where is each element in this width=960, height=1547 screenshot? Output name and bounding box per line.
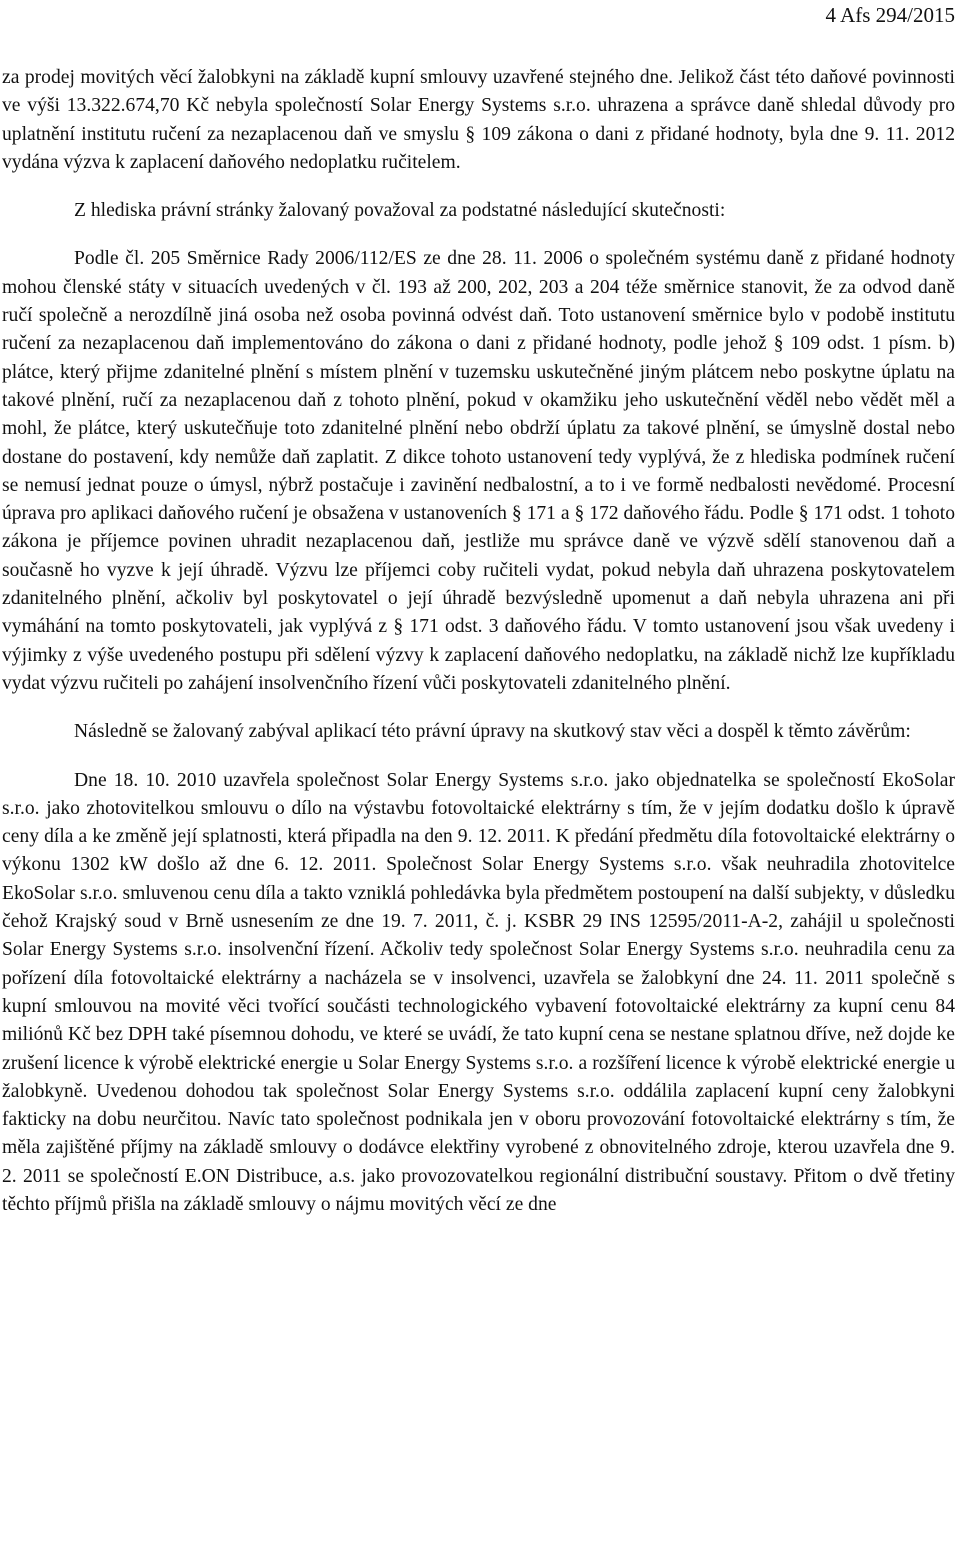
paragraph-tax-liability: za prodej movitých věcí žalobkyni na základě kupní smlouvy uzavřené stejného dne. Jelikož část této daňové povinnosti ve výši 13.322.674,70 Kč nebyla společností Solar Energy Systems s.r.o. uhrazena a správce daně shledal důvody pro uplatnění institutu ručení za nezaplacenou daň ve smyslu § 109 zákona o dani z přidané hodnoty, byla dne 9. 11. 2012 vydána výzva k zaplacení daňového nedoplatku ručitelem. xyxy=(2,67,955,173)
case-number: 4 Afs 294/2015 xyxy=(825,3,955,27)
paragraph-directive-article-205: Podle čl. 205 Směrnice Rady 2006/112/ES ze dne 28. 11. 2006 o společném systému daně z přidané hodnoty mohou členské státy v situacích uvedených v čl. 193 až 200, 202, 203 a 204 téže směrnice stanovit, že za odvod daně ručí společně a nerozdílně jiná osoba než osoba povinná odvést daň. Toto ustanovení směrnice bylo v podobě institutu ručení za nezaplacenou daň implementováno do zákona o dani z přidané hodnoty, podle jehož § 109 odst. 1 písm. b) plátce, který přijme zdanitelné plnění s místem plnění v tuzemsku uskutečněné jiným plátcem nebo poskytne úplatu na takové plnění, ručí za nezaplacenou daň z tohoto plnění, pokud v okamžiku jeho uskutečnění věděl nebo vědět měl a mohl, že plátce, který uskutečňuje toto zdanitelné plnění nebo obdrží úplatu za takové plnění, se úmyslně dostal nebo dostane do postavení, kdy nemůže daň zaplatit. Z dikce tohoto ustanovení tedy vyplývá, že z hlediska podmínek ručení se nemusí jednat pouze o úmysl, nýbrž postačuje i zavinění nedbalostní, a to i ve formě nedbalosti nevědomé. Procesní úprava pro aplikaci daňového ručení je obsažena v ustanoveních § 171 a § 172 daňového řádu. Podle § 171 odst. 1 tohoto zákona je příjemce povinen uhradit nezaplacenou daň, jestliže mu správce daně ve výzvě sdělí stanovenou daň a současně ho vyzve k její úhradě. Výzvu lze příjemci coby ručiteli vydat, pokud nebyla daň uhrazena poskytovatelem zdanitelného plnění, ačkoliv byl poskytovatel o její úhradě bezvýsledně upomenut a daň nebyla uhrazena ani při vymáhání na tomto poskytovateli, jak vyplývá z § 171 odst. 3 daňového řádu. V tomto ustanovení jsou však uvedeny i výjimky z výše uvedeného postupu při sdělení výzvy k zaplacení daňového nedoplatku, na základě nichž lze kupříkladu vydat výzvu ručiteli po zahájení insolvenčního řízení vůči poskytovateli zdanitelného plnění. xyxy=(2,248,955,694)
paragraph-legal-view-intro: Z hlediska právní stránky žalovaný považoval za podstatné následující skutečnosti: xyxy=(74,200,726,222)
paragraph-facts-contract: Dne 18. 10. 2010 uzavřela společnost Solar Energy Systems s.r.o. jako objednatelka se společností EkoSolar s.r.o. jako zhotovitelkou smlouvu o dílo na výstavbu fotovoltaické elektrárny s tím, že v jejím dodatku došlo k úpravě ceny díla a ke změně její splatnosti, která připadla na den 9. 12. 2011. K předání předmětu díla fotovoltaické elektrárny o výkonu 1302 kW došlo až dne 6. 12. 2011. Společnost Solar Energy Systems s.r.o. však neuhradila zhotovitelce EkoSolar s.r.o. smluvenou cenu díla a takto vzniklá pohledávka byla předmětem postoupení na další subjekty, v důsledku čehož Krajský soud v Brně usnesením ze dne 19. 7. 2011, č. j. KSBR 29 INS 12595/2011-A-2, zahájil u společnosti Solar Energy Systems s.r.o. insolvenční řízení. Ačkoliv tedy společnost Solar Energy Systems s.r.o. neuhradila cenu za pořízení díla fotovoltaické elektrárny a nacházela se v insolvenci, uzavřela se žalobkyní dne 24. 11. 2011 společně s kupní smlouvou na movité věci tvořící součásti technologického vybavení fotovoltaické elektrárny za kupní cenu 84 miliónů Kč bez DPH také písemnou dohodu, ve které se uvádí, že tato kupní cena se nestane splatnou dříve, než dojde ke zrušení licence k výrobě elektrické energie u Solar Energy Systems s.r.o. a rozšíření licence k výrobě elektrické energie u žalobkyně. Uvedenou dohodou tak společnost Solar Energy Systems s.r.o. oddálila zaplacení kupní ceny žalobkyni fakticky na dobu neurčitou. Navíc tato společnost podnikala jen v oboru provozování fotovoltaické elektrárny s tím, že měla zajištěné příjmy na základě smlouvy o dodávce elektřiny vyrobené z obnovitelného zdroje, kterou uzavřela dne 9. 2. 2011 se společností E.ON Distribuce, a.s. jako provozovatelkou regionální distribuční soustavy. Přitom o dvě třetiny těchto příjmů přišla na základě smlouvy o nájmu movitých věcí ze dne xyxy=(2,769,955,1215)
paragraph-application-intro: Následně se žalovaný zabýval aplikací této právní úpravy na skutkový stav věci a dospěl k těmto závěrům: xyxy=(74,721,911,743)
